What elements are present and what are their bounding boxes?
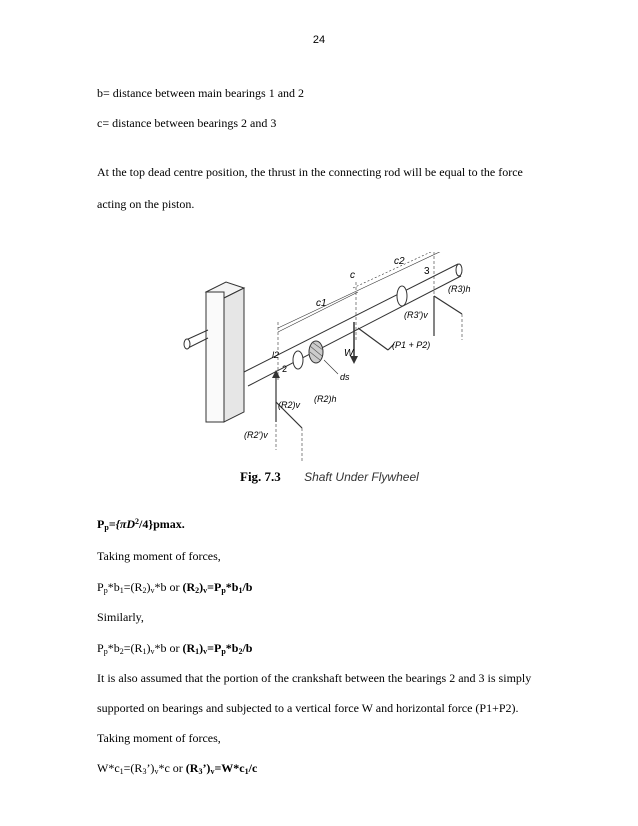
label-l2: l2 (272, 350, 280, 360)
page-number: 24 (312, 34, 326, 46)
label-c: c (350, 270, 355, 281)
label-2: 2 (282, 364, 288, 374)
equation-r3v: $W*c_1=(R_3’)_v*c$ or $(R_3’)_v=W*c_1/c$ (97, 761, 258, 776)
label-r3h: (R3)h (448, 284, 471, 294)
assumption-line-2: supported on bearings and subjected to a vertical force W and horizontal force (P1+P2). (97, 701, 519, 715)
label-r2v: (R2)v (278, 400, 300, 410)
label-r3v: (R3')v (404, 310, 428, 320)
b-definition: b= distance between main bearings 1 and 2 (97, 86, 305, 100)
label-w: W (344, 348, 354, 359)
moment-heading-2: Taking moment of forces, (97, 731, 221, 745)
similarly-text: Similarly, (97, 610, 144, 624)
figure-caption-label: Fig. 7.3 (240, 469, 281, 484)
label-r2pv: (R2')v (244, 430, 268, 440)
tdc-line-1: At the top dead centre position, the thrust in the connecting rod will be equal to the force (97, 165, 523, 179)
label-3: 3 (424, 266, 430, 277)
label-c2: c2 (394, 256, 405, 267)
moment-heading-1: Taking moment of forces, (97, 549, 221, 563)
equation-r1v: $P_p*b_2=(R_1)_v*b$ or $(R_1)_v=P_p*b_2/b$ (97, 641, 253, 656)
pp-equation: $P_p=\{\pi D^2/4\}pmax$. (97, 517, 185, 532)
shaft-diagram (178, 252, 478, 492)
equation-r2v: $P_p*b_1=(R_2)_v*b$ or $(R_2)_v=P_p*b_1/b$ (97, 580, 253, 595)
label-r2h: (R2)h (314, 394, 337, 404)
figure-caption-title: Shaft Under Flywheel (304, 470, 419, 484)
figure-caption (240, 469, 419, 485)
c-definition: c= distance between bearings 2 and 3 (97, 116, 277, 130)
label-c1: c1 (316, 298, 327, 309)
label-ds: ds (340, 372, 350, 382)
assumption-line-1: It is also assumed that the portion of the crankshaft between the bearings 2 and 3 is simply (97, 671, 532, 685)
label-p1p2: (P1 + P2) (392, 340, 431, 350)
tdc-line-2: acting on the piston. (97, 197, 195, 211)
